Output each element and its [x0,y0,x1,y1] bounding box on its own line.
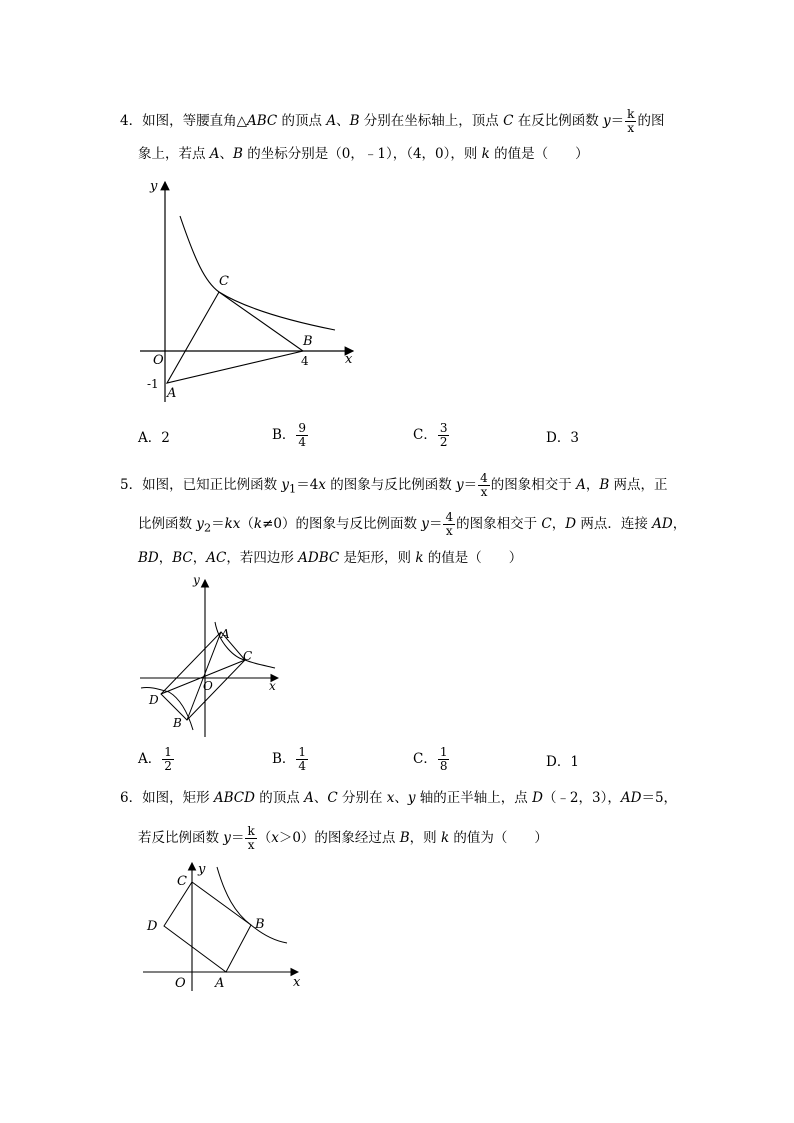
q4-fraction [625,108,636,135]
q4-text: C [503,113,514,129]
q6-text: （﹣2，3）， [542,790,621,806]
q4-hyperbola [180,216,335,330]
q6-text: 轴的正半轴上，点 [415,790,533,806]
option-label: D． [546,754,571,770]
frac-denominator: x [480,485,488,499]
frac-numerator: 1 [439,745,448,759]
q5-label-a: A [221,627,230,641]
q6-label-x: x [293,975,301,990]
frac-numerator: 4 [445,510,454,524]
option-value: 1 [570,754,579,770]
q5-text: D [565,516,577,532]
q6-text: ＞0）的图象经过点 [278,830,400,846]
q5-text: ， [551,516,566,532]
q6-text: AD [620,790,642,806]
frac-numerator: 9 [298,421,307,435]
frac-numerator: 1 [298,745,307,759]
q5-text: ， [158,550,173,566]
q5-text: kx [224,516,241,532]
q4-line-1 [120,108,664,135]
q6-text: ABCD [213,790,255,806]
q4-text: B [233,146,243,162]
option-fraction [296,422,308,449]
q5-text: ， [585,477,600,493]
q5-text: y [281,477,290,493]
q6-text: B [399,830,410,846]
frac-denominator: 2 [439,435,448,449]
q4-text: 、 [219,146,234,162]
q6-text: ，则 [409,830,441,846]
q4-text: y [603,113,611,129]
q6-text: 若反比例函数 [138,830,224,846]
q5-text: 两点，正 [609,477,668,493]
q5-option-d[interactable] [546,752,579,772]
q5-text: （ [240,516,254,532]
option-fraction [438,422,450,449]
frac-denominator: x [445,524,453,538]
q4-label-4: 4 [301,354,309,368]
q5-subscript: 1 [289,482,297,496]
option-label: B． [272,427,296,443]
q6-text: A [304,790,314,806]
q5-text: BC [172,550,193,566]
q5-text: C [541,516,552,532]
q4-text: 在反比例函数 [513,113,604,129]
q5-text: y [196,516,204,532]
q6-text: y [407,790,416,806]
q4-text: 的值是（ ） [489,146,589,162]
q4-text: 的坐标分别是（0，﹣1），（4，0），则 [242,146,482,162]
q5-option-b[interactable] [272,746,309,773]
q5-text: 比例函数 [138,516,197,532]
q5-text: ADBC [298,550,340,566]
frac-denominator: x [627,121,635,135]
q5-text: 两点．连接 [576,516,653,532]
q4-label-c: C [219,274,229,289]
q6-text: 的顶点 [254,790,305,806]
q5-text: A [576,477,586,493]
frac-denominator: 8 [439,759,448,773]
q5-fraction-1 [478,472,490,499]
q4-line-2 [138,144,589,164]
frac-numerator: 3 [439,421,448,435]
q5-text: x [318,477,326,493]
q5-label-o: O [203,679,213,693]
q5-line-2 [138,511,686,539]
q5-line-1 [120,472,668,500]
q6-text: ＝5， [641,790,678,806]
q5-text: ， [192,550,207,566]
option-label: D． [546,430,571,446]
option-fraction [296,746,308,773]
q5-text: AD [652,516,673,532]
q5-text: AC [206,550,227,566]
frac-denominator: 2 [164,759,172,773]
q6-text: 的值为（ ） [449,830,548,846]
frac-numerator: 4 [480,471,488,485]
q4-label-o: O [153,353,164,368]
frac-denominator: 4 [298,759,307,773]
option-label: C． [413,427,437,443]
q4-text: 的顶点 [277,113,327,129]
q5-text: 的值是（ ） [423,550,523,566]
q6-text: 分别在 [337,790,387,806]
q6-rectangle [164,882,251,972]
q6-line-1 [120,788,677,808]
q4-label-minus1: -1 [147,377,159,391]
q6-label-a: A [215,976,225,991]
q4-text: 分别在坐标轴上，顶点 [359,113,504,129]
q4-text: ABC [246,113,278,129]
q5-option-c[interactable] [413,746,450,773]
q5-text: 5．如图，已知正比例函数 [120,477,282,493]
q5-line-3 [138,548,522,568]
q6-text: D [532,790,543,806]
q6-text: y [223,830,231,846]
q5-text: k [415,550,424,566]
q4-text: k [481,146,490,162]
q6-figure [135,855,310,995]
q5-text: B [599,477,610,493]
q4-option-c[interactable] [413,422,450,449]
q5-text: 是矩形，则 [339,550,416,566]
q6-text: 、 [394,790,408,806]
q5-text: ≠0）的图象与反比例面数 [262,516,422,532]
q4-label-y: y [150,179,158,194]
q6-label-b: B [255,917,265,932]
q5-text: ＝ [463,477,478,493]
frac-denominator: x [247,838,255,852]
q5-text: k [253,516,263,532]
q5-label-y: y [193,573,200,587]
q6-text: 6．如图，矩形 [120,790,214,806]
q4-figure [135,170,365,405]
q5-label-c: C [243,649,253,663]
q5-label-d: D [149,693,159,707]
q6-label-c: C [177,874,187,889]
q4-text: 4．如图，等腰直角△ [120,113,247,129]
q6-label-o: O [175,976,186,991]
q5-label-b: B [173,716,182,730]
q5-text: ＝ [428,516,443,532]
q5-subscript: 2 [203,521,212,535]
q5-text: ，若四边形 [226,550,299,566]
q5-rectangle [161,632,245,720]
q6-text: （ [257,830,272,846]
q6-hyperbola [217,867,287,943]
q5-text: 的图象相交于 [456,516,542,532]
q6-text: k [440,830,450,846]
frac-numerator: k [247,824,255,838]
q4-text: 的图 [637,113,665,129]
q5-option-a[interactable] [138,746,175,773]
option-label: A． [138,430,162,446]
q5-text: BD [138,550,159,566]
q4-triangle [167,292,303,383]
q6-line-2 [138,825,548,852]
q6-text: ＝ [230,830,245,846]
q5-line-ab [187,632,221,720]
q5-text: ， [672,516,687,532]
q5-text: 的图象与反比例函数 [325,477,457,493]
option-value: 3 [570,430,579,446]
q5-text: ＝ [211,516,225,532]
frac-numerator: 1 [164,745,172,759]
q5-label-x: x [269,679,276,693]
option-label: C． [413,751,437,767]
q4-text: 象上，若点 [138,146,210,162]
q4-text: B [349,113,360,129]
q4-text: 、 [336,113,350,129]
option-fraction [162,746,174,773]
q4-label-b: B [303,334,313,349]
q5-text: ＝4 [296,477,319,493]
q4-text: A [209,146,220,162]
q5-text: 的图象相交于 [490,477,577,493]
frac-numerator: k [627,107,635,121]
q6-text: C [327,790,338,806]
q6-fraction [245,825,256,852]
q4-label-a: A [167,386,177,401]
option-value: 2 [161,430,170,446]
q5-text: y [421,516,429,532]
q5-figure [135,572,285,742]
q5-fraction-2 [443,511,455,538]
q4-text: A [326,113,337,129]
q4-text: ＝ [610,113,625,129]
option-label: A． [138,751,162,767]
q4-option-b[interactable] [272,422,309,449]
option-label: B． [272,751,296,767]
q6-text: x [386,790,395,806]
q5-text: y [456,477,464,493]
q6-text: 、 [313,790,328,806]
q6-text: x [271,830,279,846]
frac-denominator: 4 [298,435,307,449]
q4-option-a[interactable] [138,428,170,448]
q4-option-d[interactable] [546,428,579,448]
option-fraction [438,746,450,773]
q6-label-y: y [198,862,206,877]
q6-label-d: D [147,919,158,934]
q4-label-x: x [345,352,353,367]
